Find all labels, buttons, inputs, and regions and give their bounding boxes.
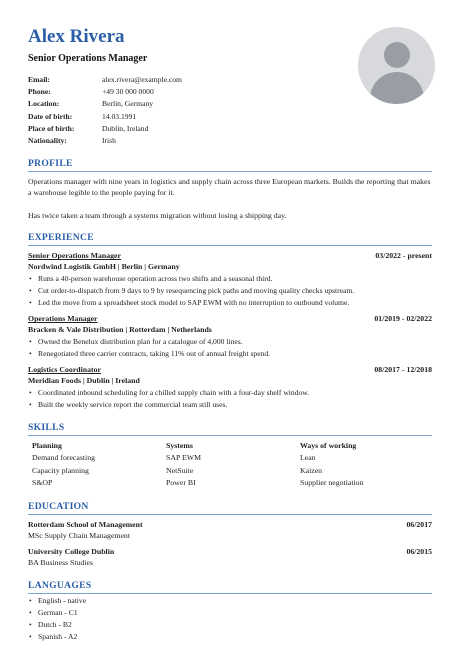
education-section (28, 501, 432, 569)
job-dates: 08/2017 - 12/2018 (374, 365, 432, 375)
detail-label: Place of birth: (28, 123, 75, 133)
skills-column-heading: Ways of working (300, 441, 357, 451)
skills-column (28, 440, 162, 490)
degree: MSc Supply Chain Management (28, 530, 130, 540)
section-title-education: EDUCATION (28, 501, 432, 515)
job-entry (28, 313, 432, 360)
detail-label: Email: (28, 74, 50, 84)
nationality-value: Irish (102, 136, 116, 146)
job-company: Meridian Foods | Dublin | Ireland (28, 376, 140, 386)
degree: BA Business Studies (28, 557, 93, 567)
job-company: Nordwind Logistik GmbH | Berlin | Germany (28, 262, 180, 272)
skill-item: NetSuite (166, 465, 194, 475)
headline: Senior Operations Manager (28, 53, 148, 64)
detail-label: Location: (28, 99, 60, 109)
detail-label: Nationality: (28, 136, 67, 146)
skills-grid (28, 440, 432, 490)
list-item: • Dutch - B2 (28, 619, 432, 631)
profile-paragraph: Operations manager with nine years in logistics and supply chain across three European markets. Builds the reporting that makes a warehouse legible to the people paying for it. (28, 176, 431, 198)
skill-item: Kaizen (300, 465, 323, 475)
name: Alex Rivera (28, 26, 125, 47)
job-dates: 03/2022 - present (375, 251, 432, 261)
graduation-date: 06/2015 (406, 546, 432, 556)
job-bullets (28, 336, 432, 360)
skills-column-heading: Planning (32, 441, 62, 451)
section-title-profile: PROFILE (28, 158, 432, 172)
section-title-experience: EXPERIENCE (28, 232, 432, 246)
job-title: Logistics Coordinator (28, 365, 101, 375)
skill-item: Power BI (166, 478, 196, 488)
experience-section (28, 232, 432, 411)
skill-item: Demand forecasting (32, 453, 95, 463)
school-name: Rotterdam School of Management (28, 519, 143, 529)
skills-column-heading: Systems (166, 441, 193, 451)
school-name: University College Dublin (28, 546, 115, 556)
skills-column (296, 440, 430, 490)
detail-label: Phone: (28, 86, 51, 96)
list-item: • Owned the Benelux distribution plan for a catalogue of 4,000 lines. (28, 336, 432, 348)
avatar-placeholder-icon (358, 27, 435, 104)
list-item: • Led the move from a spreadsheet stock model to SAP EWM with no interruption to outbound volume. (28, 297, 432, 309)
location-value: Berlin, Germany (102, 99, 154, 109)
skill-item: Supplier negotiation (300, 478, 364, 488)
list-item: • Renegotiated three carrier contracts, taking 11% out of annual freight spend. (28, 348, 432, 360)
skills-section (28, 422, 432, 490)
skill-item: S&OP (32, 478, 53, 488)
detail-row-date-of-birth (28, 110, 432, 122)
list-item: • Coordinated inbound scheduling for a chilled supply chain with a four-day shelf window. (28, 387, 432, 399)
list-item: • Runs a 40-person warehouse operation across two shifts and a seasonal third. (28, 273, 432, 285)
profile-section (28, 158, 432, 222)
job-bullets (28, 387, 432, 411)
job-entry (28, 250, 432, 309)
job-dates: 01/2019 - 02/2022 (374, 314, 432, 324)
job-title: Senior Operations Manager (28, 251, 121, 261)
languages-list (28, 595, 432, 643)
profile-paragraph: Has twice taken a team through a systems migration without losing a shipping day. (28, 210, 287, 220)
list-item: • English - native (28, 595, 432, 607)
place-of-birth-value: Dublin, Ireland (102, 123, 149, 133)
skill-item: SAP EWM (166, 453, 202, 463)
job-entry (28, 364, 432, 411)
detail-row-nationality (28, 134, 432, 146)
graduation-date: 06/2017 (406, 519, 432, 529)
email-value[interactable]: alex.rivera@example.com (102, 74, 182, 84)
skill-item: Capacity planning (32, 465, 89, 475)
education-entry (28, 519, 432, 542)
job-bullets (28, 273, 432, 309)
list-item: • Cut order-to-dispatch from 9 days to 9 by resequencing pick paths and moving quality checks upstream. (28, 285, 432, 297)
phone-value: +49 30 000 0000 (102, 86, 154, 96)
skills-column (162, 440, 296, 490)
education-entry (28, 546, 432, 569)
job-company: Bracken & Vale Distribution | Rotterdam | Netherlands (28, 325, 212, 335)
section-title-languages: LANGUAGES (28, 580, 432, 594)
job-title: Operations Manager (28, 314, 98, 324)
languages-section (28, 580, 432, 643)
detail-row-place-of-birth (28, 122, 432, 134)
date-of-birth-value: 14.03.1991 (102, 111, 137, 121)
list-item: • German - C1 (28, 607, 432, 619)
detail-label: Date of birth: (28, 111, 73, 121)
list-item: • Spanish - A2 (28, 631, 432, 643)
section-title-skills: SKILLS (28, 422, 432, 436)
skill-item: Lean (300, 453, 316, 463)
list-item: • Built the weekly service report the commercial team still uses. (28, 399, 432, 411)
